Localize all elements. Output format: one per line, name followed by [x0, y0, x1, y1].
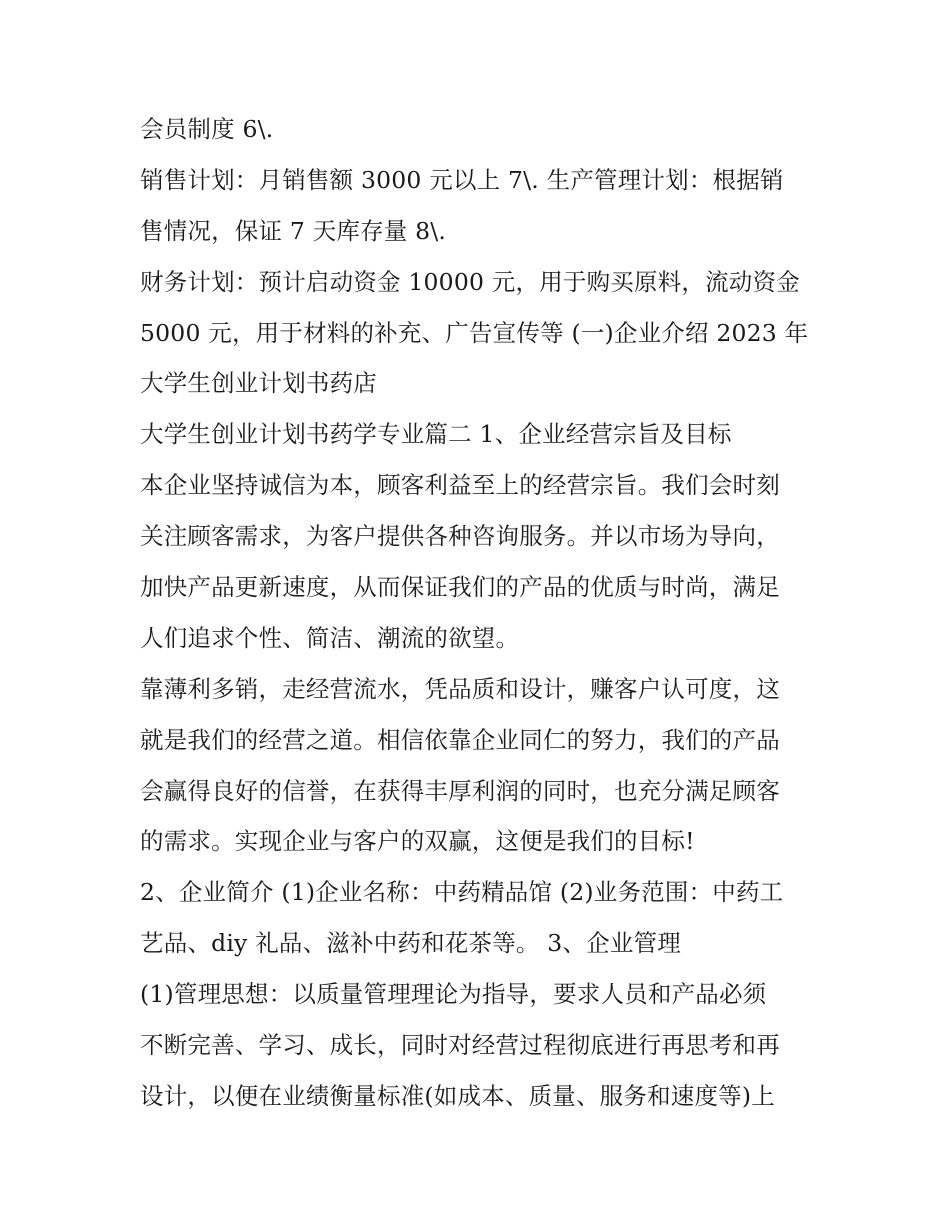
- text-line: 销售计划：月销售额 3000 元以上 7\. 生产管理计划：根据销: [140, 165, 784, 194]
- text-line: 人们追求个性、简洁、潮流的欲望。: [140, 623, 520, 652]
- text-line: 不断完善、学习、成长，同时对经营过程彻底进行再思考和再: [140, 1031, 780, 1060]
- text-line: 加快产品更新速度，从而保证我们的产品的优质与时尚，满足: [140, 573, 780, 602]
- text-line: 设计，以便在业绩衡量标准(如成本、质量、服务和速度等)上: [140, 1081, 775, 1110]
- text-line: 大学生创业计划书药学专业篇二 1、企业经营宗旨及目标: [140, 420, 732, 449]
- text-line: 就是我们的经营之道。相信依靠企业同仁的努力，我们的产品: [140, 725, 780, 754]
- text-line: 会员制度 6\.: [140, 115, 274, 143]
- text-line: 本企业坚持诚信为本，顾客利益至上的经营宗旨。我们会时刻: [140, 471, 780, 500]
- text-line: 关注顾客需求，为客户提供各种咨询服务。并以市场为导向，: [140, 522, 780, 551]
- text-line: 财务计划：预计启动资金 10000 元，用于购买原料，流动资金: [140, 267, 800, 296]
- body-text: [140, 104, 820, 1122]
- text-line: 售情况，保证 7 天库存量 8\.: [140, 216, 447, 245]
- text-line: 艺品、diy 礼品、滋补中药和花茶等。 3、企业管理: [140, 929, 681, 958]
- text-line: 会赢得良好的信誉，在获得丰厚利润的同时，也充分满足顾客: [140, 776, 780, 805]
- text-line: (1)管理思想：以质量管理理论为指导，要求人员和产品必须: [140, 980, 767, 1009]
- text-line: 的需求。实现企业与客户的双赢，这便是我们的目标!: [140, 827, 695, 856]
- text-line: 大学生创业计划书药店: [140, 369, 377, 398]
- text-line: 5000 元，用于材料的补充、广告宣传等 (一)企业介绍 2023 年: [140, 318, 809, 347]
- text-line: 2、企业简介 (1)企业名称：中药精品馆 (2)业务范围：中药工: [140, 878, 784, 907]
- text-line: 靠薄利多销，走经营流水，凭品质和设计，赚客户认可度，这: [140, 674, 780, 703]
